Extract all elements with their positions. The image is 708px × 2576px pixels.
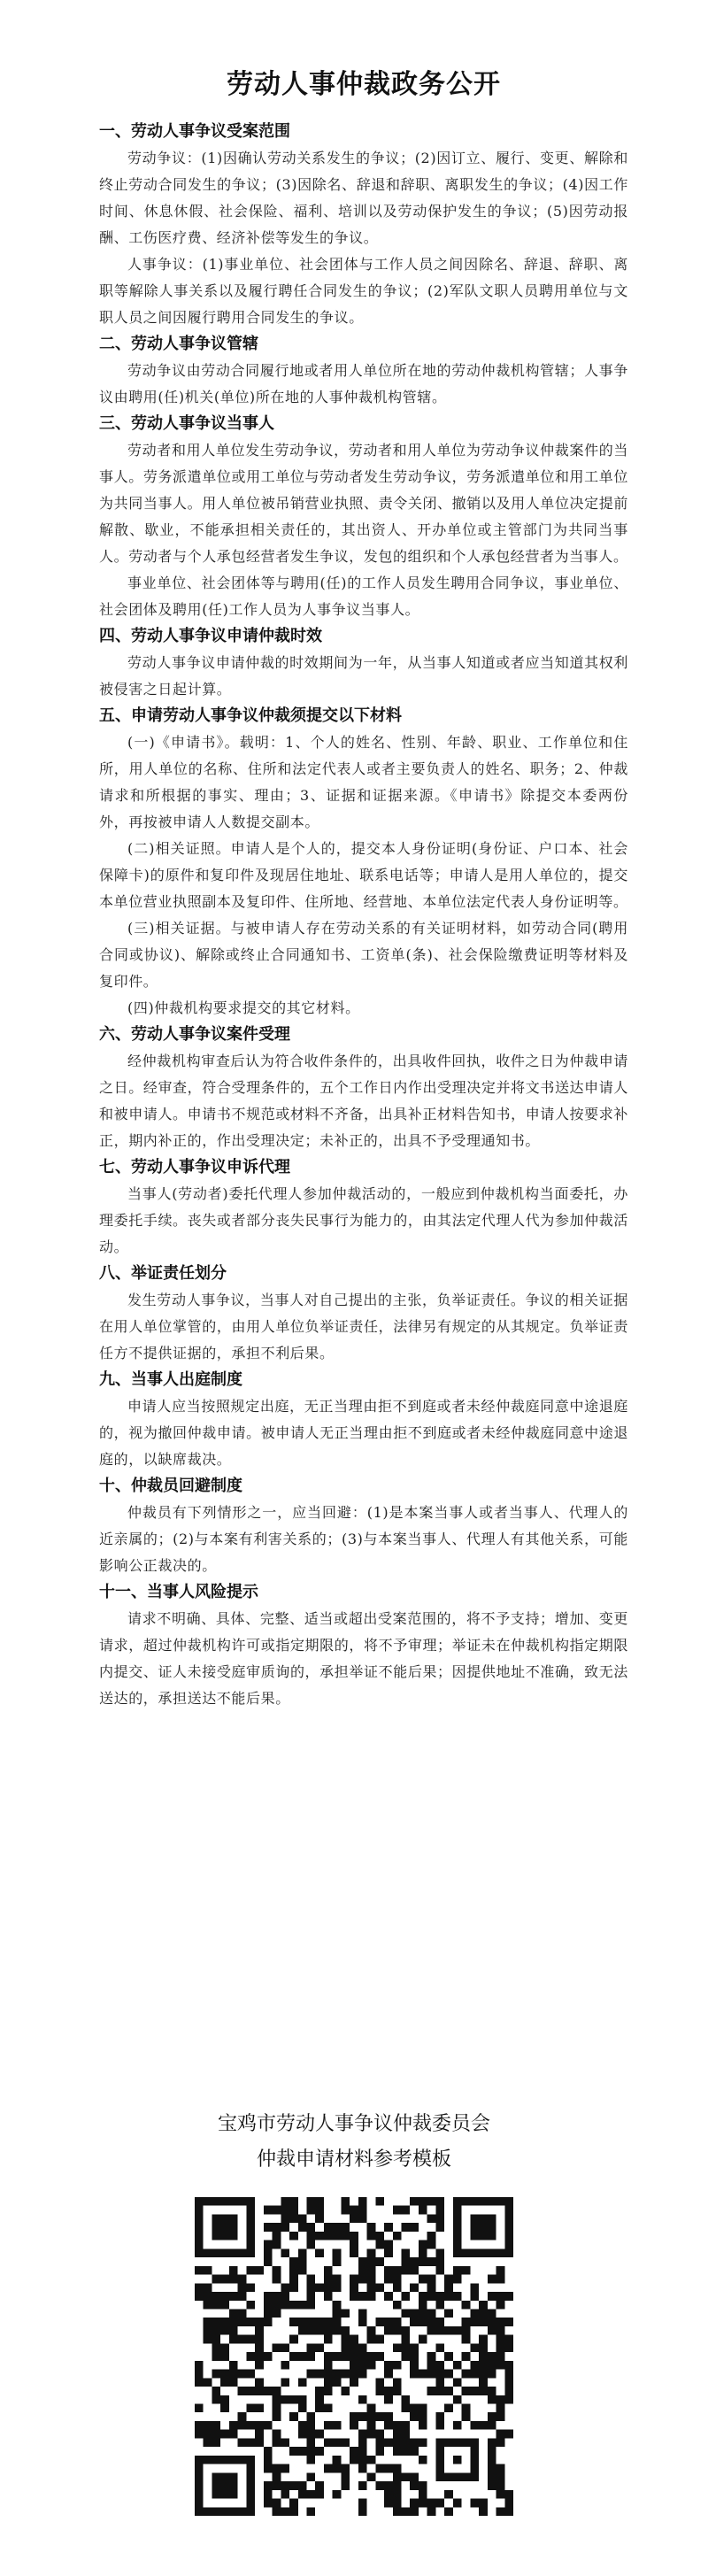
section-4 <box>99 623 628 703</box>
section-paragraph: (三)相关证据。与被申请人存在劳动关系的有关证明材料，如劳动合同(聘用合同或协议)、解除或终止合同通知书、工资单(条)、社会保险缴费证明等材料及复印件。 <box>99 920 628 990</box>
footer-organization: 宝鸡市劳动人事争议仲裁委员会 <box>217 2113 490 2135</box>
section-heading: 三、劳动人事争议当事人 <box>99 414 274 433</box>
section-heading: 十一、当事人风险提示 <box>99 1583 258 1601</box>
page-title: 劳动人事仲裁政务公开 <box>227 69 501 100</box>
section-10 <box>99 1473 628 1579</box>
section-paragraph: 劳动人事争议申请仲裁的时效期间为一年，从当事人知道或者应当知道其权利被侵害之日起计算。 <box>99 654 628 698</box>
section-2 <box>99 331 628 411</box>
section-6 <box>99 1022 628 1154</box>
section-heading: 八、举证责任划分 <box>99 1264 227 1283</box>
document-body <box>99 119 628 1712</box>
section-paragraph: 仲裁员有下列情形之一，应当回避：(1)是本案当事人或者当事人、代理人的近亲属的；(2)与本案有利害关系的；(3)与本案当事人、代理人有其他关系，可能影响公正裁决的。 <box>99 1504 628 1574</box>
section-heading: 二、劳动人事争议管辖 <box>99 335 258 353</box>
section-paragraph: (一)《申请书》。载明：1、个人的姓名、性别、年龄、职业、工作单位和住所，用人单位的名称、住所和法定代表人或者主要负责人的姓名、职务；2、仲裁请求和所根据的事实、理由；3、证据和证据来源。《申请书》除提交本委两份外，再按被申请人人数提交副本。 <box>99 734 628 830</box>
section-heading: 七、劳动人事争议申诉代理 <box>99 1158 290 1176</box>
qr-code-graphic <box>195 2197 513 2516</box>
section-5 <box>99 703 628 1022</box>
section-1 <box>99 119 628 331</box>
section-heading: 四、劳动人事争议申请仲裁时效 <box>99 627 322 645</box>
section-paragraph: 请求不明确、具体、完整、适当或超出受案范围的，将不予支持；增加、变更请求，超过仲裁机构许可或指定期限的，将不予审理；举证未在仲裁机构指定期限内提交、证人未接受庭审质询的，承担举证不能后果；因提供地址不准确，致无法送达的，承担送达不能后果。 <box>99 1610 628 1707</box>
section-9 <box>99 1367 628 1473</box>
section-paragraph: 人事争议：(1)事业单位、社会团体与工作人员之间因除名、辞退、辞职、离职等解除人事关系以及履行聘任合同发生的争议；(2)军队文职人员聘用单位与文职人员之间因履行聘用合同发生的争议。 <box>99 256 628 326</box>
section-heading: 九、当事人出庭制度 <box>99 1370 242 1389</box>
footer-subtitle: 仲裁申请材料参考模板 <box>256 2148 451 2171</box>
qr-code-icon[interactable] <box>195 2197 513 2516</box>
section-paragraph: 劳动争议由劳动合同履行地或者用人单位所在地的劳动仲裁机构管辖；人事争议由聘用(任)机关(单位)所在地的人事仲裁机构管辖。 <box>99 362 628 405</box>
section-paragraph: 劳动者和用人单位发生劳动争议，劳动者和用人单位为劳动争议仲裁案件的当事人。劳务派遣单位或用工单位与劳动者发生劳动争议，劳务派遣单位和用工单位为共同当事人。用人单位被吊销营业执照、责令关闭、撤销以及用人单位决定提前解散、歇业，不能承担相关责任的，其出资人、开办单位或主管部门为共同当事人。劳动者与个人承包经营者发生争议，发包的组织和个人承包经营者为当事人。 <box>99 442 628 565</box>
section-paragraph: 申请人应当按照规定出庭，无正当理由拒不到庭或者未经仲裁庭同意中途退庭的，视为撤回仲裁申请。被申请人无正当理由拒不到庭或者未经仲裁庭同意中途退庭的，以缺席裁决。 <box>99 1398 628 1468</box>
footer <box>0 2107 708 2516</box>
section-heading: 六、劳动人事争议案件受理 <box>99 1025 290 1044</box>
section-3 <box>99 411 628 623</box>
section-heading: 十、仲裁员回避制度 <box>99 1477 242 1495</box>
section-heading: 五、申请劳动人事争议仲裁须提交以下材料 <box>99 706 402 725</box>
section-paragraph: 发生劳动人事争议，当事人对自己提出的主张，负举证责任。争议的相关证据在用人单位掌管的，由用人单位负举证责任，法律另有规定的从其规定。负举证责任方不提供证据的，承担不利后果。 <box>99 1292 628 1361</box>
section-paragraph: (四)仲裁机构要求提交的其它材料。 <box>127 999 360 1016</box>
section-11 <box>99 1579 628 1712</box>
section-8 <box>99 1261 628 1367</box>
section-7 <box>99 1154 628 1261</box>
section-paragraph: 劳动争议：(1)因确认劳动关系发生的争议；(2)因订立、履行、变更、解除和终止劳动合同发生的争议；(3)因除名、辞退和辞职、离职发生的争议；(4)因工作时间、休息休假、社会保险、福利、培训以及劳动保护发生的争议；(5)因劳动报酬、工伤医疗费、经济补偿等发生的争议。 <box>99 150 628 246</box>
section-paragraph: 经仲裁机构审查后认为符合收件条件的，出具收件回执，收件之日为仲裁申请之日。经审查，符合受理条件的，五个工作日内作出受理决定并将文书送达申请人和被申请人。申请书不规范或材料不齐备，出具补正材料告知书，申请人按要求补正，期内补正的，作出受理决定；未补正的，出具不予受理通知书。 <box>99 1053 628 1149</box>
section-paragraph: 当事人(劳动者)委托代理人参加仲裁活动的，一般应到仲裁机构当面委托，办理委托手续。丧失或者部分丧失民事行为能力的，由其法定代理人代为参加仲裁活动。 <box>99 1185 628 1255</box>
section-paragraph: 事业单位、社会团体等与聘用(任)的工作人员发生聘用合同争议，事业单位、社会团体及聘用(任)工作人员为人事争议当事人。 <box>99 575 628 618</box>
section-heading: 一、劳动人事争议受案范围 <box>99 122 290 141</box>
section-paragraph: (二)相关证照。申请人是个人的，提交本人身份证明(身份证、户口本、社会保障卡)的原件和复印件及现居住地址、联系电话等；申请人是用人单位的，提交本单位营业执照副本及复印件、住所地、经营地、本单位法定代表人身份证明等。 <box>99 840 628 910</box>
